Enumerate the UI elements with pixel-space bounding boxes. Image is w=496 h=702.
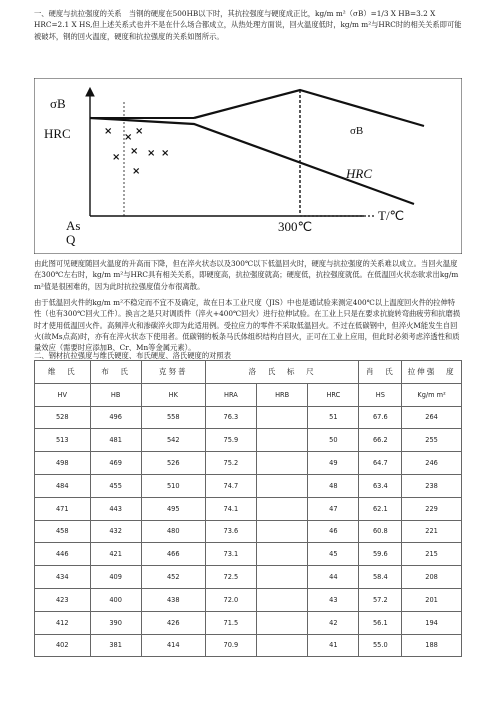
- table-cell: [257, 406, 308, 429]
- scatter-point: ×: [124, 132, 133, 143]
- table-cell: 484: [35, 474, 91, 497]
- table-cell: 526: [141, 452, 205, 475]
- table-cell: 43: [308, 588, 359, 611]
- table-cell: 421: [90, 543, 141, 566]
- q-label: Q: [66, 232, 76, 247]
- table-cell: 423: [35, 588, 91, 611]
- table-cell: 381: [90, 634, 141, 657]
- table-cell: 469: [90, 452, 141, 475]
- subheader-hra: HRA: [205, 383, 256, 406]
- subheader-tensile: Kg/m m²: [402, 383, 462, 406]
- scatter-point: ×: [130, 146, 139, 157]
- section-title: 二、钢材抗拉强度与维氏硬度、布氏硬度、洛氏硬度的对照表: [34, 351, 232, 360]
- intro-paragraph: 一、硬度与抗拉强度的关系 当钢的硬度在500HB以下时，其抗拉强度与硬度成正比，kg/m m²（σB）=1/3 X HB=3.2 X HRC=2.1 X HS,但上述关系式也并不是在什么场合都成立，从热处理方面说，回火温度低时，kg/m m²与HRC时的相关关系即可能被破坏，钢的回火温度，硬度和抗拉强度的关系如图所示。: [34, 9, 462, 41]
- subheader-hv: HV: [35, 383, 91, 406]
- sigma-b-axis-label: σB: [50, 96, 66, 111]
- temp-300-label: 300℃: [278, 219, 313, 234]
- table-cell: 496: [90, 406, 141, 429]
- table-cell: 72.0: [205, 588, 256, 611]
- table-cell: 412: [35, 611, 91, 634]
- table-cell: 455: [90, 474, 141, 497]
- table-cell: 66.2: [359, 429, 402, 452]
- header-knoop: 克努普: [141, 361, 205, 384]
- table-cell: [257, 566, 308, 589]
- table-cell: 60.8: [359, 520, 402, 543]
- table-row: [35, 543, 462, 566]
- table-cell: [257, 452, 308, 475]
- table-cell: 42: [308, 611, 359, 634]
- table-cell: 73.1: [205, 543, 256, 566]
- scatter-point: ×: [132, 166, 141, 177]
- table-cell: 558: [141, 406, 205, 429]
- table-cell: 528: [35, 406, 91, 429]
- table-cell: 59.6: [359, 543, 402, 566]
- table-cell: 229: [402, 497, 462, 520]
- table-cell: 400: [90, 588, 141, 611]
- table-cell: 510: [141, 474, 205, 497]
- subheader-hs: HS: [359, 383, 402, 406]
- table-cell: 390: [90, 611, 141, 634]
- table-row: [35, 406, 462, 429]
- table-cell: 48: [308, 474, 359, 497]
- table-cell: 67.6: [359, 406, 402, 429]
- table-cell: 74.1: [205, 497, 256, 520]
- hrc-axis-label: HRC: [44, 126, 71, 141]
- table-cell: 255: [402, 429, 462, 452]
- table-cell: 58.4: [359, 566, 402, 589]
- caption-paragraph: 由此图可见硬度随回火温度的升高而下降，但在淬火状态以及300℃以下低温回火时，硬度与抗拉强度的关系难以成立。当回火温度在300℃左右时，kg/m m²与HRC具有相关关系，即硬度高，抗拉强度就高；硬度低，抗拉强度就低。在低温回火状态欲求出kg/m m²值是很困难的，因为此时抗拉强度值分布很离散。: [34, 259, 459, 291]
- table-row: [35, 429, 462, 452]
- table-cell: 70.9: [205, 634, 256, 657]
- hrc-curve-label: HRC: [346, 166, 372, 181]
- table-cell: 47: [308, 497, 359, 520]
- table-cell: 56.1: [359, 611, 402, 634]
- table-cell: 426: [141, 611, 205, 634]
- scatter-point: ×: [112, 152, 121, 163]
- table-cell: 466: [141, 543, 205, 566]
- table-cell: 264: [402, 406, 462, 429]
- table-cell: 246: [402, 452, 462, 475]
- table-cell: 76.3: [205, 406, 256, 429]
- as-label: As: [66, 218, 81, 233]
- table-cell: 238: [402, 474, 462, 497]
- table-cell: 452: [141, 566, 205, 589]
- table-cell: 495: [141, 497, 205, 520]
- subheader-hk: HK: [141, 383, 205, 406]
- table-cell: 62.1: [359, 497, 402, 520]
- table-row: [35, 611, 462, 634]
- table-cell: 51: [308, 406, 359, 429]
- table-cell: 71.5: [205, 611, 256, 634]
- scatter-point: ×: [147, 148, 156, 159]
- header-brinell: 布 氏: [90, 361, 141, 384]
- table-cell: [257, 497, 308, 520]
- table-row: [35, 452, 462, 475]
- table-cell: 480: [141, 520, 205, 543]
- table-cell: 402: [35, 634, 91, 657]
- header-shore: 肖 氏: [359, 361, 402, 384]
- table-body: [35, 406, 462, 657]
- table-cell: 208: [402, 566, 462, 589]
- table-cell: [257, 474, 308, 497]
- table-cell: 498: [35, 452, 91, 475]
- table-cell: 50: [308, 429, 359, 452]
- table-cell: 471: [35, 497, 91, 520]
- table-cell: 221: [402, 520, 462, 543]
- table-cell: 75.9: [205, 429, 256, 452]
- table-cell: 194: [402, 611, 462, 634]
- table-cell: 55.0: [359, 634, 402, 657]
- table-group-header: [35, 361, 462, 384]
- table-cell: 409: [90, 566, 141, 589]
- table-cell: [257, 611, 308, 634]
- sigma-b-curve-label: σB: [350, 125, 364, 137]
- table-row: [35, 588, 462, 611]
- table-cell: 45: [308, 543, 359, 566]
- subheader-hrc: HRC: [308, 383, 359, 406]
- table-cell: 542: [141, 429, 205, 452]
- table-cell: 434: [35, 566, 91, 589]
- table-row: [35, 474, 462, 497]
- subheader-hrb: HRB: [257, 383, 308, 406]
- table-cell: 74.7: [205, 474, 256, 497]
- table-cell: 438: [141, 588, 205, 611]
- tempering-figure: [34, 78, 462, 254]
- sigma-b-curve: [194, 90, 424, 126]
- header-vickers: 维 氏: [35, 361, 91, 384]
- table-row: [35, 566, 462, 589]
- table-cell: 49: [308, 452, 359, 475]
- table-cell: 64.7: [359, 452, 402, 475]
- table-cell: 201: [402, 588, 462, 611]
- table-cell: 75.2: [205, 452, 256, 475]
- table-cell: [257, 588, 308, 611]
- table-cell: [257, 634, 308, 657]
- table-row: [35, 497, 462, 520]
- hardness-table: [34, 360, 462, 657]
- scatter-point: ×: [104, 126, 113, 137]
- table-cell: 513: [35, 429, 91, 452]
- table-cell: [257, 429, 308, 452]
- table-cell: 63.4: [359, 474, 402, 497]
- table-cell: 188: [402, 634, 462, 657]
- table-cell: 72.5: [205, 566, 256, 589]
- temp-axis-label: T/℃: [378, 208, 405, 223]
- table-cell: [257, 520, 308, 543]
- table-cell: 481: [90, 429, 141, 452]
- header-rockwell: 洛 氏 标 尺: [205, 361, 359, 384]
- table-cell: 73.6: [205, 520, 256, 543]
- table-cell: 432: [90, 520, 141, 543]
- table-cell: 414: [141, 634, 205, 657]
- table-cell: 41: [308, 634, 359, 657]
- header-tensile: 拉伸强 度: [402, 361, 462, 384]
- y-axis-arrow: [86, 88, 94, 96]
- scatter-point: ×: [135, 126, 144, 137]
- table-cell: 46: [308, 520, 359, 543]
- table-row: [35, 520, 462, 543]
- table-sub-header: [35, 383, 462, 406]
- scatter-point: ×: [161, 148, 170, 159]
- table-row: [35, 634, 462, 657]
- table-cell: 443: [90, 497, 141, 520]
- table-cell: 458: [35, 520, 91, 543]
- table-cell: 57.2: [359, 588, 402, 611]
- table-cell: 215: [402, 543, 462, 566]
- subheader-hb: HB: [90, 383, 141, 406]
- table-cell: [257, 543, 308, 566]
- body-paragraph: 由于低温回火件的kg/m m²不稳定而不宜不及确定，故在日本工业尺度（JIS）中也是通试验来测定400℃以上温度回火件的拉伸特性（也有300℃回火工件）。换言之是只对调质件（淬火+400℃回火）进行拉伸试验。在工业上只是在要求抗旋转弯曲疲劳和抗磨损时才使用低温回火件。高频淬火和渗碳淬火即为此适用例。受拉应力的零件不采取低温回火。不过在低碳钢中，但淬火M能发生自回火(故Ms点高)时，亦有在淬火状态下使用者。低碳钢的板条马氏体组织结构自回火，正可在工业上应用，但此时必须考虑淬透性和质量效应（需要时应添加B、Cr、Mn等金属元素）。: [34, 298, 461, 353]
- table-cell: 44: [308, 566, 359, 589]
- table-cell: 446: [35, 543, 91, 566]
